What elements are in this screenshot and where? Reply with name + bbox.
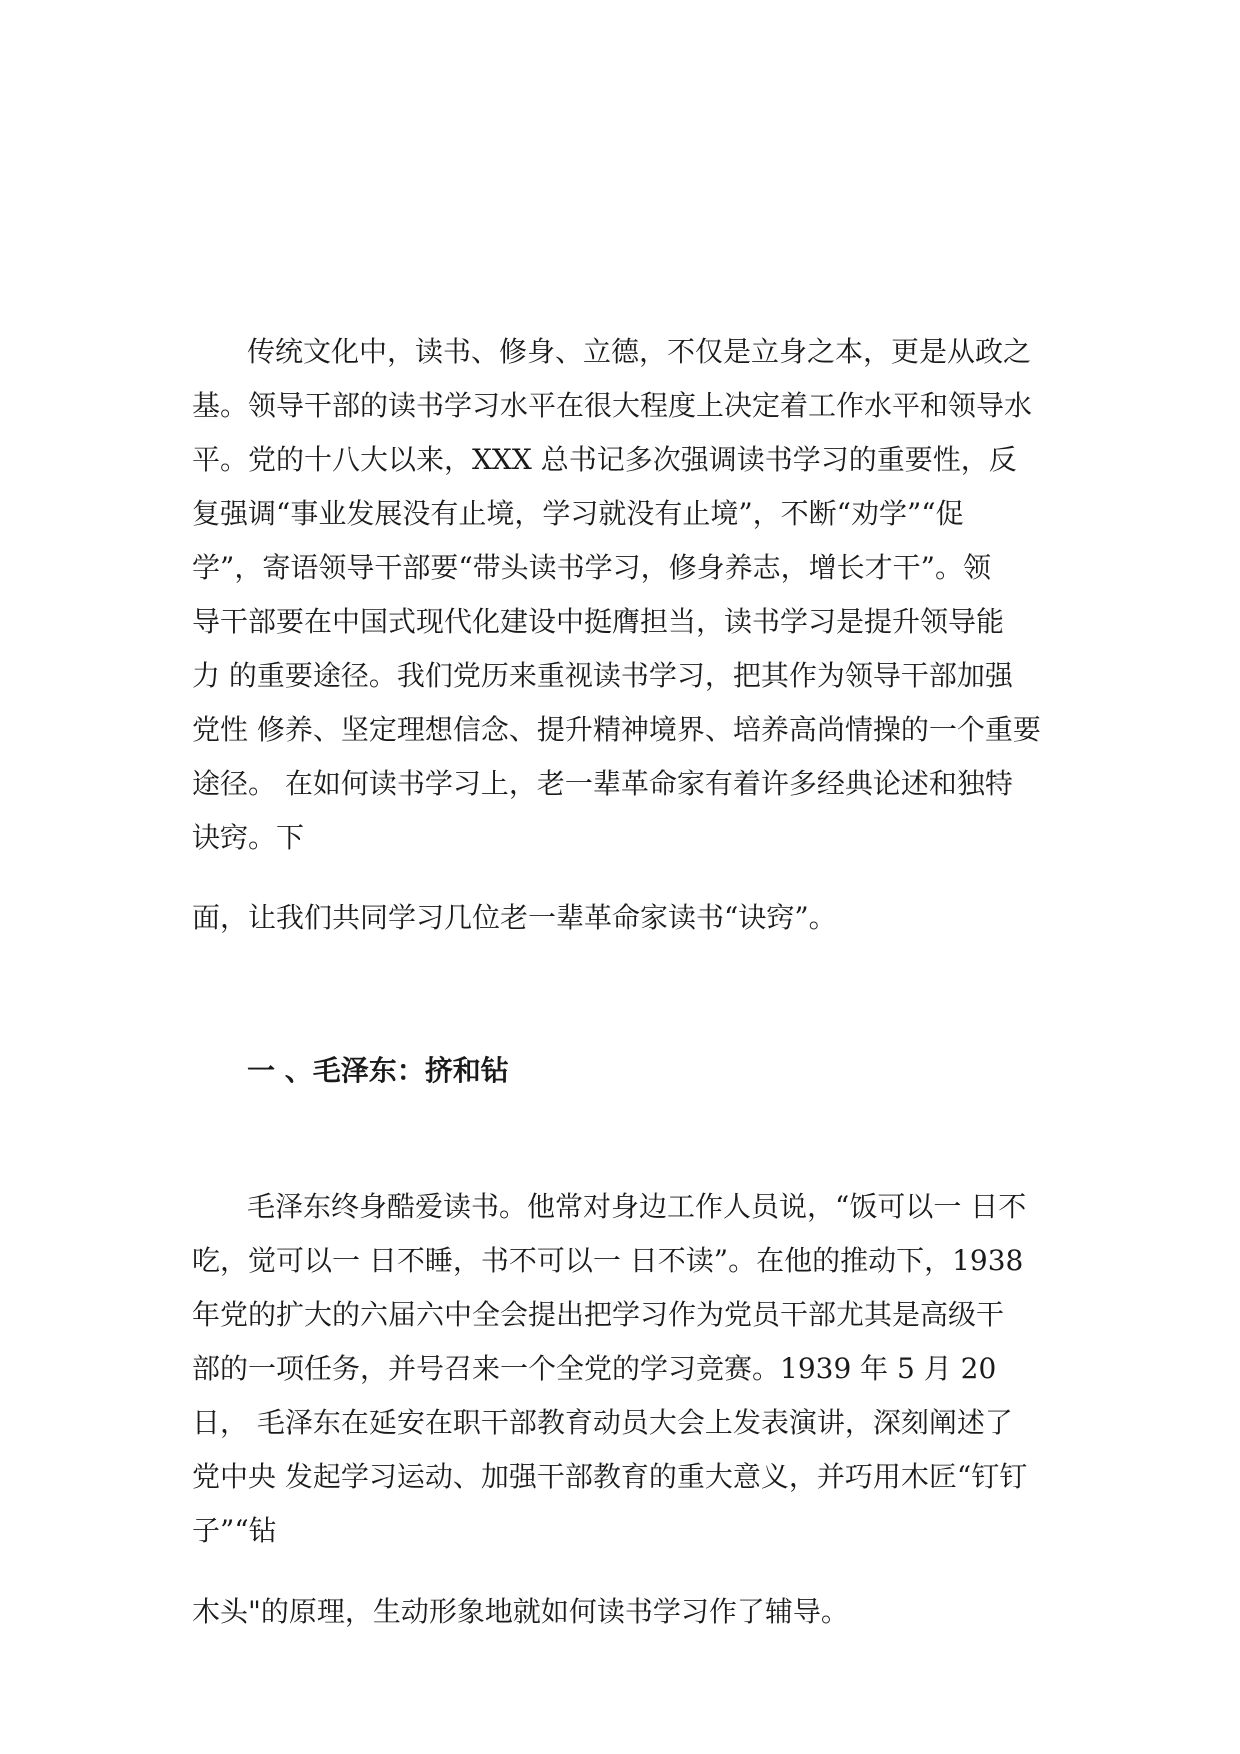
section1-line-1: 毛泽东终身酷爱读书。他常对身边工作人员说，“饭可以一 日不: [247, 1190, 1027, 1223]
section1-line-6: 党中央 发起学习运动、加强干部教育的重大意义，并巧用木匠“钉钉: [192, 1460, 1028, 1493]
section1-line-5: 日， 毛泽东在延安在职干部教育动员大会上发表演讲，深刻阐述了: [192, 1406, 1013, 1439]
intro-line-8: 党性 修养、坚定理想信念、提升精神境界、培养高尚情操的一个重要: [192, 713, 1041, 746]
section-heading-mao-zedong: 一 、毛泽东：挤和钻: [247, 1054, 509, 1087]
section1-line-7: 子”“钻: [192, 1514, 277, 1547]
section1-line-3: 年党的扩大的六届六中全会提出把学习作为党员干部尤其是高级干: [192, 1298, 1005, 1331]
section1-line-2: 吃，觉可以一 日不睡，书不可以一 日不读”。在他的推动下，1938: [192, 1244, 1024, 1277]
intro-line-7: 力 的重要途径。我们党历来重视读书学习，把其作为领导干部加强: [192, 659, 1013, 692]
intro-line-3: 平。党的十八大以来，XXX 总书记多次强调读书学习的重要性，反: [192, 443, 1017, 476]
intro-line-6: 导干部要在中国式现代化建设中挺膺担当，读书学习是提升领导能: [192, 605, 1005, 638]
section1-line-8: 木头"的原理，生动形象地就如何读书学习作了辅导。: [192, 1595, 849, 1628]
intro-line-1: 传统文化中，读书、修身、立德，不仅是立身之本，更是从政之: [247, 335, 1032, 368]
intro-line-5: 学”，寄语领导干部要“带头读书学习，修身养志，增长才干”。领: [192, 551, 991, 584]
intro-line-9: 途径。 在如何读书学习上，老一辈革命家有着许多经典论述和独特: [192, 767, 1013, 800]
intro-line-4: 复强调“事业发展没有止境，学习就没有止境”，不断“劝学”“促: [192, 497, 964, 530]
section1-line-4: 部的一项任务，并号召来一个全党的学习竞赛。1939 年 5 月 20: [192, 1352, 997, 1385]
intro-line-10: 诀窍。下: [192, 821, 305, 854]
intro-line-11: 面，让我们共同学习几位老一辈革命家读书“诀窍”。: [192, 901, 837, 934]
intro-line-2: 基。领导干部的读书学习水平在很大程度上决定着工作水平和领导水: [192, 389, 1033, 422]
